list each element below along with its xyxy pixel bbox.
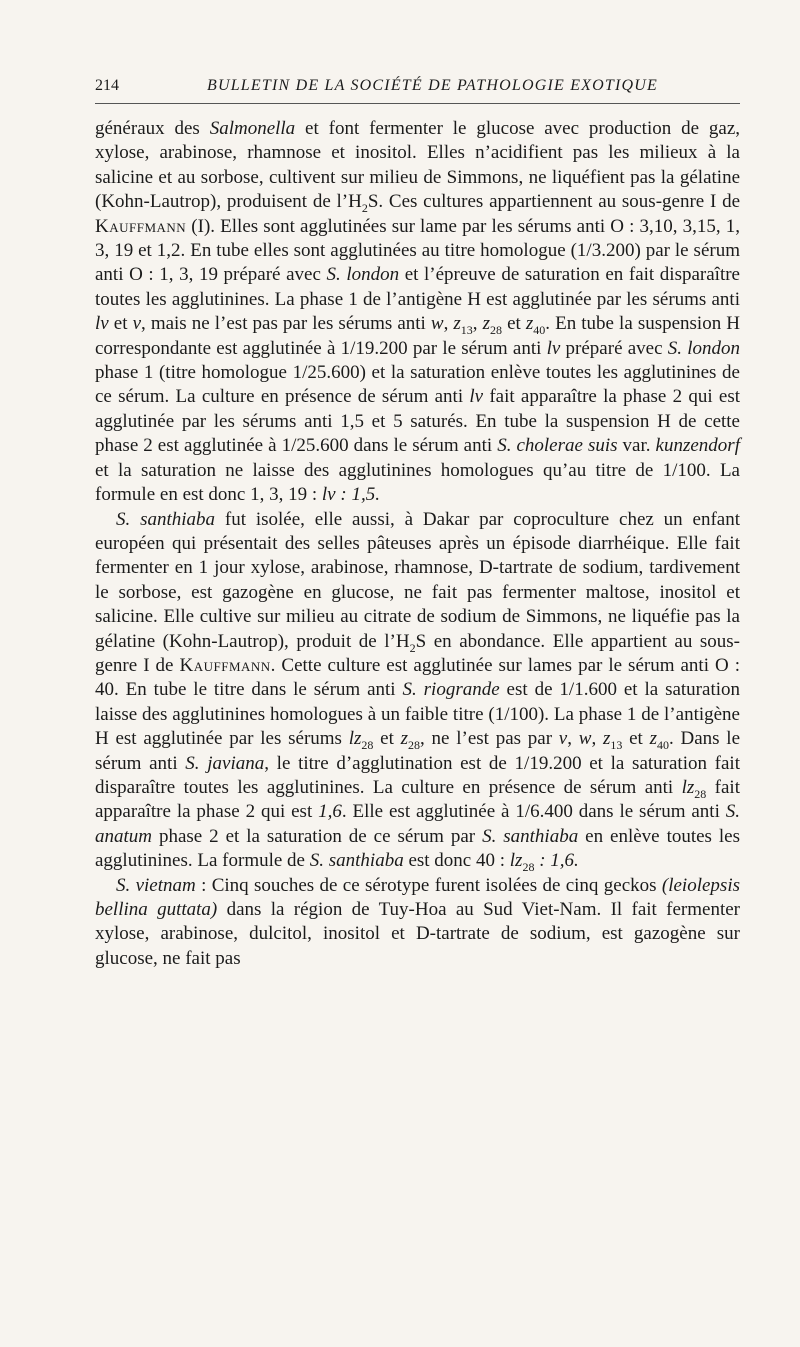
italic-text: lz <box>509 850 523 872</box>
subscript: 28 <box>361 737 374 752</box>
italic-text: S. santhiaba <box>116 508 216 530</box>
italic-text: z <box>453 313 461 335</box>
italic-text: kunzendorf <box>655 435 740 457</box>
text-run: fut isolée, elle aussi, à Dakar par coproculture chez un enfant européen qui présentait des selles pâteuses après un épisode diarrhéique. Elle fait fermenter en 1 jour xylose, arabinose, rhamnose, D-tartrate de sodium, tardivement le sorbose, est gazogène en glucose, ne fait pas fermenter maltose, inositol et salicine. Elle cultive sur milieu au citrate de sodium de Simmons, ne liquéfie pas la gélatine (Kohn-Lautrop), produit de l’H <box>95 508 740 652</box>
paragraph <box>95 117 740 508</box>
italic-text: z <box>482 313 491 335</box>
text-run: , <box>591 728 603 750</box>
italic-text: w <box>578 728 592 750</box>
paragraph <box>95 874 740 972</box>
paragraph <box>95 508 740 874</box>
header-rule <box>95 103 740 104</box>
text-run: de <box>149 654 180 676</box>
text-run: et la saturation ne laisse des agglutinines homologues qu’au titre de 1/100. La formule en est donc 1, 3, 19 : <box>95 459 740 506</box>
text-run: , le titre d’agglutination est de 1/19.200 et la saturation fait disparaître toutes les agglutinines. La culture en présence de sérum anti <box>95 752 740 798</box>
text-run: . Dans le sérum anti <box>95 728 741 774</box>
italic-text: : 1,6. <box>534 850 579 872</box>
page-number: 214 <box>95 77 119 94</box>
text-run: (I). Elles sont agglutinées sur lame par les sérums anti O : 3,10, 3,15, 1, 3, 19 et 1,2. En tube elles sont agglutinées au titre homologue (1/3.200) par le sérum anti O : 1, 3, 19 préparé avec <box>95 215 740 286</box>
italic-text: S. london <box>326 264 400 286</box>
text-run: préparé avec <box>560 337 668 359</box>
subscript: 13 <box>460 323 473 338</box>
subscript: 13 <box>610 737 623 752</box>
small-caps-text: Kauffmann <box>95 215 187 237</box>
running-head <box>95 74 740 98</box>
text-run: et font fermenter le glucose avec production de gaz, xylose, arabinose, rhamnose et inositol. Elles n’acidifient pas les milieux à la salicine et au sorbose, cultivent sur milieu de Simmons, ne liquéfient pas la gélatine (Kohn-Lautrop), produisent de l’H <box>95 118 740 213</box>
subscript: 2 <box>409 640 416 655</box>
text-run: et l’épreuve de saturation en fait disparaître toutes les agglutinines. La phase 1 de l’antigène H est agglutinée par les sérums anti <box>95 264 740 310</box>
text-run: S. Ces cultures appartiennent au sous-genre <box>367 191 710 213</box>
text-run: est donc 40 : <box>403 850 510 872</box>
text-run: . Cette culture est agglutinée sur lames par le sérum anti O : 40. En tube le titre dans le sérum anti <box>95 654 740 701</box>
subscript: 2 <box>361 201 368 216</box>
text-run: et <box>108 313 133 335</box>
italic-text: lv <box>469 386 484 408</box>
italic-text: w <box>430 313 444 335</box>
article-body <box>95 117 740 971</box>
text-run: , <box>472 313 483 335</box>
text-run: . En tube la suspension H correspondante est agglutinée à 1/19.200 par le sérum anti <box>95 313 741 359</box>
italic-text: S. riogrande <box>402 679 500 701</box>
italic-text: lz <box>681 776 695 798</box>
subscript: 40 <box>533 323 546 338</box>
text-run: , <box>443 313 454 335</box>
subscript: 40 <box>657 737 669 752</box>
italic-text: S. vietnam <box>116 874 196 896</box>
text-run: : Cinq souches de ce sérotype furent isolées de cinq geckos <box>195 874 662 896</box>
italic-text: v <box>558 728 568 750</box>
italic-text: lv : 1,5. <box>321 484 380 506</box>
text-run: phase 1 (titre homologue 1/25.600) et la saturation enlève toutes les agglutinines de ce sérum. La culture en présence de sérum anti <box>95 362 740 408</box>
subscript: 28 <box>490 323 503 338</box>
italic-text: 1,6 <box>318 801 342 823</box>
italic-text: z <box>525 313 534 335</box>
text-run: S en abondance. Elle appartient au sous-genre <box>95 630 740 676</box>
italic-text: z <box>602 728 611 750</box>
small-caps-text: Kauffmann <box>179 654 271 676</box>
italic-text: S. santhiaba <box>482 825 579 847</box>
text-run: var. <box>617 435 656 457</box>
italic-text: lz <box>348 728 362 750</box>
italic-text: lv <box>546 337 561 359</box>
text-run: en enlève toutes les agglutinines. La formule de <box>95 825 741 872</box>
text-run: , mais ne l’est pas par les sérums anti <box>141 313 431 335</box>
italic-text: S. cholerae suis <box>497 435 618 457</box>
italic-text: v <box>132 313 141 335</box>
text-run: , <box>567 728 579 750</box>
italic-text: Salmonella <box>209 118 296 139</box>
text-run: I <box>143 654 150 676</box>
text-run: est de 1/1.600 et la saturation laisse des agglutinines homologues à un faible titre (1/100). La phase 1 de l’antigène H est agglutinée par les sérums <box>95 679 741 750</box>
italic-text: (leiolepsis bellina guttata) <box>95 874 740 920</box>
italic-text: z <box>400 728 409 750</box>
italic-text: lv <box>95 313 109 335</box>
text-run: , ne l’est pas par <box>420 728 559 750</box>
text-run: . Elle est agglutinée à 1/6.400 dans le sérum anti <box>341 801 726 823</box>
text-run: et <box>502 313 526 335</box>
text-run: fait apparaître la phase 2 qui est <box>95 776 740 823</box>
italic-text: S. santhiaba <box>309 850 404 872</box>
text-run: dans la région de Tuy-Hoa au Sud Viet-Nam. Il fait fermenter xylose, arabinose, dulcitol, inositol et D-tartrate de sodium, est gazogène sur glucose, ne fait pas <box>95 899 740 969</box>
text-run: et <box>622 728 650 750</box>
text-run: généraux des <box>95 118 210 139</box>
text-run: et <box>373 728 401 750</box>
text-run: de <box>716 191 741 213</box>
subscript: 28 <box>408 737 421 752</box>
text-run: fait apparaître la phase 2 qui est agglutinée par les sérums anti 1,5 et 5 saturés. En tube la suspension H de cette phase 2 est agglutinée à 1/25.600 dans le sérum anti <box>95 386 740 457</box>
italic-text: z <box>649 728 657 750</box>
subscript: 28 <box>694 786 707 801</box>
subscript: 28 <box>522 859 535 874</box>
italic-text: S. javiana <box>185 752 265 774</box>
italic-text: S. anatum <box>95 801 740 847</box>
text-run: phase 2 et la saturation de ce sérum par <box>152 825 483 847</box>
text-run: I <box>709 191 717 213</box>
journal-title: BULLETIN DE LA SOCIÉTÉ DE PATHOLOGIE EXOTIQUE <box>206 77 659 94</box>
italic-text: S. london <box>667 337 740 359</box>
